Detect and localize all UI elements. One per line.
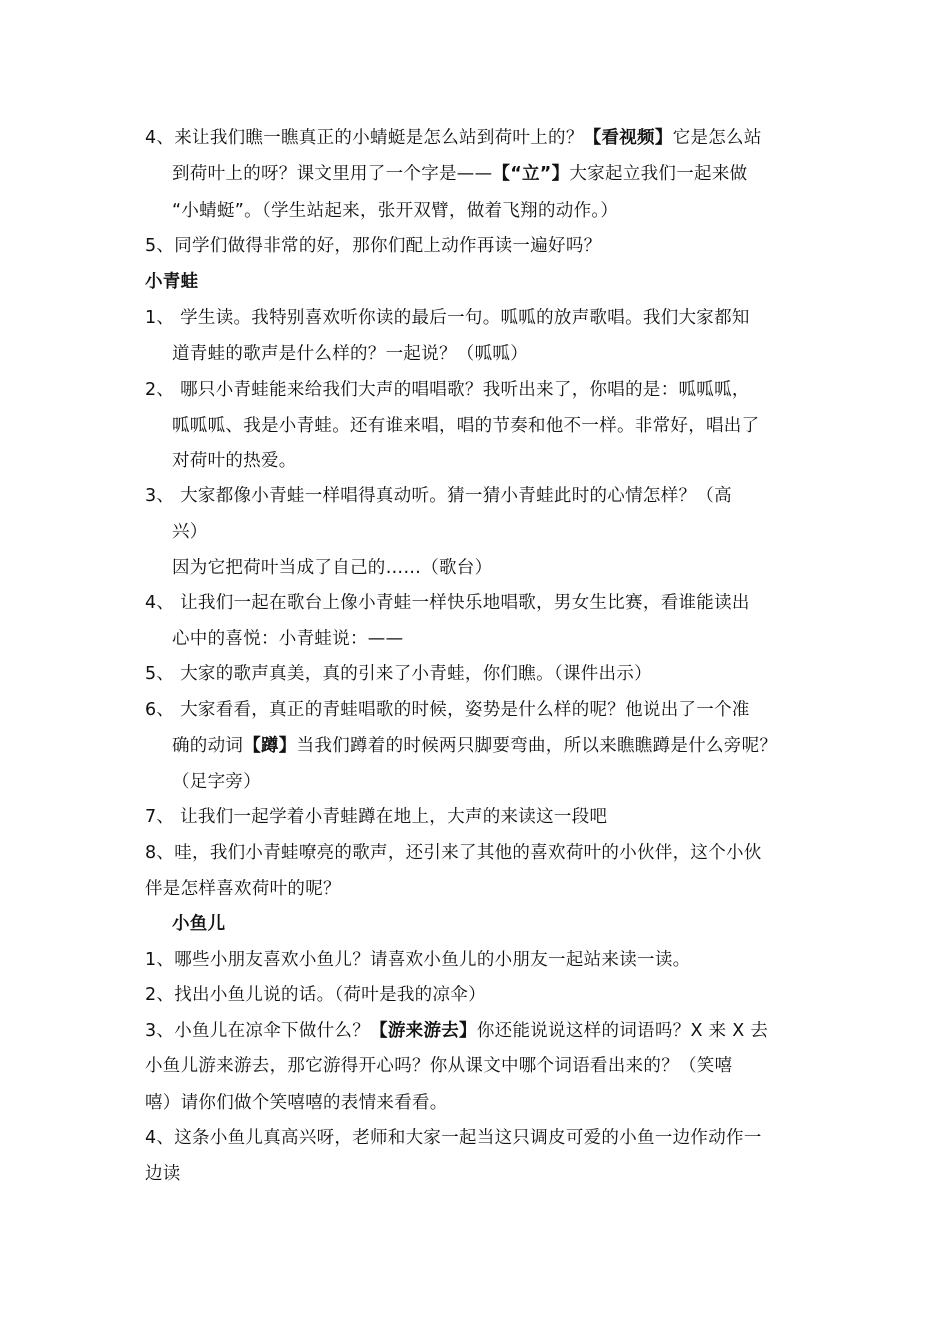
text-segment: “小蜻蜓”。（学生站起来，张开双臂，做着飞翔的动作。） [172,201,619,221]
text-line [145,1091,448,1115]
text-segment: 4、这条小鱼儿真高兴呀，老师和大家一起当这只调皮可爱的小鱼一边作动作一 [145,1128,762,1148]
text-segment: （足字旁） [172,772,261,792]
text-line [145,126,762,150]
bold-text: 【“立”】 [492,164,570,184]
text-segment: 因为它把荷叶当成了自己的……（歌台） [172,558,493,578]
text-line [145,306,750,330]
bold-text: 【蹲】 [243,736,297,756]
text-segment: 兴） [172,522,208,542]
text-segment: 小鱼儿游来游去，那它游得开心吗？你从课文中哪个词语看出来的？（笑嘻 [145,1056,733,1076]
text-line [145,1126,762,1150]
text-line [172,449,297,473]
text-segment: 你还能说说这样的词语吗？X 来 X 去 [476,1021,769,1041]
text-segment: 2、找出小鱼儿说的话。（荷叶是我的凉伞） [145,985,486,1005]
text-line [145,234,601,258]
text-segment: 到荷叶上的呀？课文里用了一个字是—— [172,164,493,184]
text-line [172,556,492,580]
bold-text: 小鱼儿 [172,914,226,934]
bold-text: 小青蛙 [145,272,199,292]
text-line [145,877,341,901]
text-segment: 确的动词 [172,736,244,756]
text-line [145,378,750,402]
text-segment: 4、来让我们瞧一瞧真正的小蜻蜓是怎么站到荷叶上的？ [145,128,584,148]
text-segment: 3、 大家都像小青蛙一样唱得真动听。猜一猜小青蛙此时的心情怎样？（高 [145,486,732,506]
text-segment: 呱呱呱、我是小青蛙。还有谁来唱，唱的节奏和他不一样。非常好，唱出了 [172,416,760,436]
text-line [145,484,732,508]
text-segment: 4、 让我们一起在歌台上像小青蛙一样快乐地唱歌，男女生比赛，看谁能读出 [145,593,750,613]
text-line [145,1019,768,1043]
text-segment: 8、哇，我们小青蛙嘹亮的歌声，还引来了其他的喜欢荷叶的小伙伴，这个小伙 [145,843,762,863]
text-segment: 1、 学生读。我特别喜欢听你读的最后一句。呱呱的放声歌唱。我们大家都知 [145,308,750,328]
text-line [145,1054,732,1078]
text-line [145,270,198,294]
bold-text: 【游来游去】 [370,1021,477,1041]
text-line [172,734,777,758]
text-line [172,199,618,223]
text-line [145,805,607,829]
text-segment: 对荷叶的热爱。 [172,451,297,471]
text-line [172,520,208,544]
text-segment: 心中的喜悦：小青蛙说：—— [172,629,404,649]
text-segment: 伴是怎样喜欢荷叶的呢？ [145,879,341,899]
text-segment: 3、小鱼儿在凉伞下做什么？ [145,1021,371,1041]
text-segment: 道青蛙的歌声是什么样的？一起说？（呱呱） [172,344,528,364]
text-line [172,162,747,186]
text-line [172,414,759,438]
text-segment: 1、哪些小朋友喜欢小鱼儿？请喜欢小鱼儿的小朋友一起站来读一读。 [145,950,691,970]
text-segment: 边读 [145,1164,181,1184]
text-line [145,698,750,722]
text-segment: 6、 大家看看，真正的青蛙唱歌的时候，姿势是什么样的呢？他说出了一个准 [145,700,750,720]
text-segment: 5、同学们做得非常的好，那你们配上动作再读一遍好吗？ [145,236,602,256]
text-line [145,948,690,972]
text-line [145,983,486,1007]
text-segment: 它是怎么站 [672,128,762,148]
text-segment: 当我们蹲着的时候两只脚要弯曲，所以来瞧瞧蹲是什么旁呢？ [296,736,778,756]
text-line [145,841,762,865]
text-segment: 嘻）请你们做个笑嘻嘻的表情来看看。 [145,1093,448,1113]
text-segment: 5、 大家的歌声真美，真的引来了小青蛙，你们瞧。（课件出示） [145,664,652,684]
text-line [145,662,652,686]
text-line [172,770,261,794]
bold-text: 【看视频】 [583,128,673,148]
text-line [172,627,403,651]
text-segment: 2、 哪只小青蛙能来给我们大声的唱唱歌？我听出来了，你唱的是：呱呱呱， [145,380,750,400]
text-line [145,591,750,615]
text-line [172,912,225,936]
text-line [172,342,528,366]
text-segment: 7、 让我们一起学着小青蛙蹲在地上，大声的来读这一段吧 [145,807,608,827]
text-line [145,1162,181,1186]
text-segment: 大家起立我们一起来做 [569,164,748,184]
